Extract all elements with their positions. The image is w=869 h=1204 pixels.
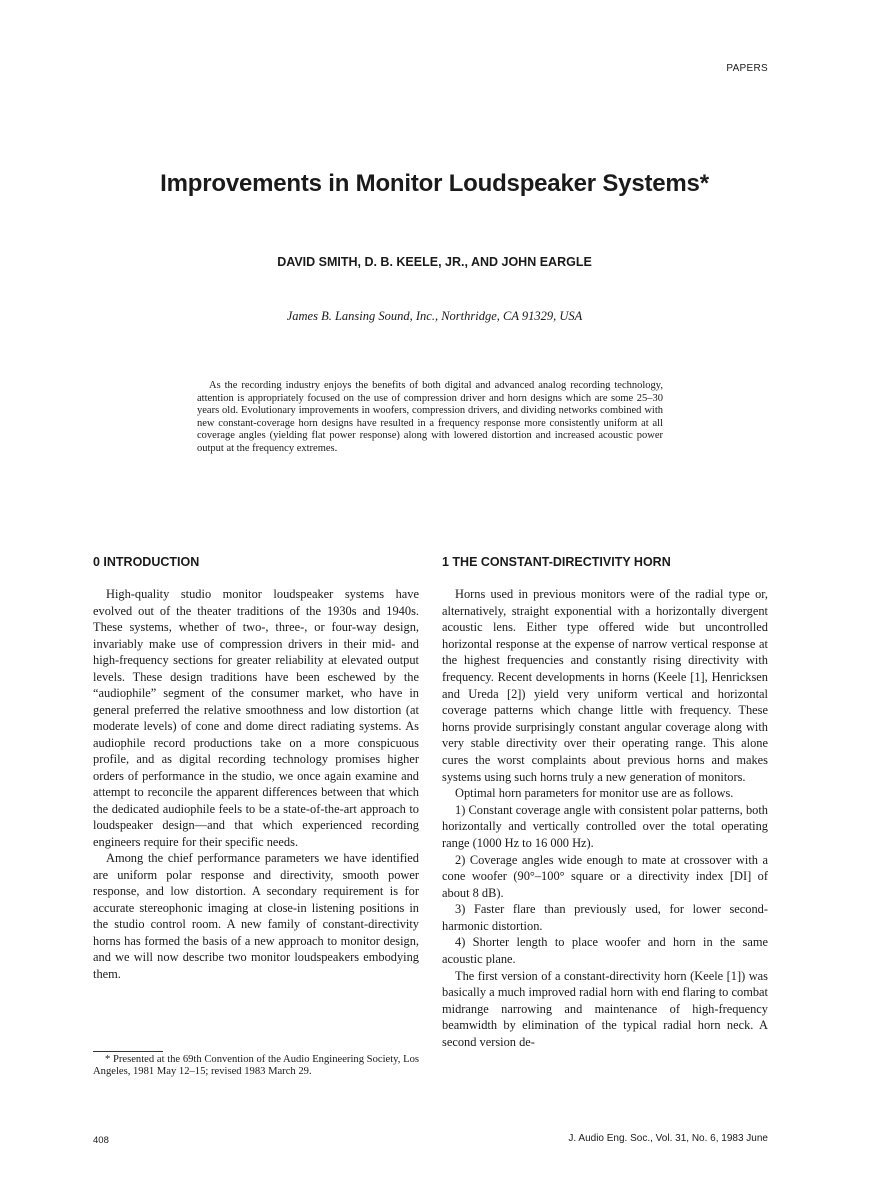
author-affiliation: James B. Lansing Sound, Inc., Northridge, CA 91329, USA xyxy=(286,309,583,323)
section-heading-horn: 1 THE CONSTANT-DIRECTIVITY HORN xyxy=(442,555,671,569)
page-number: 408 xyxy=(93,1135,109,1146)
abstract: As the recording industry enjoys the benefits of both digital and advanced analog recording technology, attention is appropriately focused on the use of compression driver and horn designs which are some 25–30 years old. Evolutionary improvements in woofers, compression drivers, and dividing networks combined with new constant-coverage horn designs have resulted in a frequency response more consistently uniform at all coverage angles (yielding flat power response) along with lowered distortion and increased acoustic power output at the frequency extremes. xyxy=(197,380,663,454)
journal-citation: J. Audio Eng. Soc., Vol. 31, No. 6, 1983 June xyxy=(568,1133,768,1144)
footnote: * Presented at the 69th Convention of the Audio Engineering Society, Los Angeles, 1981 May 12–15; revised 1983 March 29. xyxy=(93,1054,419,1078)
article-title: Improvements in Monitor Loudspeaker Systems* xyxy=(160,170,709,197)
list-item: 3) Faster flare than previously used, for lower second-harmonic distortion. xyxy=(442,902,768,933)
right-column xyxy=(442,555,768,1051)
list-item: 2) Coverage angles wide enough to mate at crossover with a cone woofer (90°–100° square or a directivity index [DI] of about 8 dB). xyxy=(442,852,768,900)
section-heading-introduction: 0 INTRODUCTION xyxy=(93,555,200,569)
body-paragraph: The first version of a constant-directivity horn (Keele [1]) was basically a much improved radial horn with end flaring to combat midrange narrowing and maintenance of high-frequency beamwidth by elimination of the typical radial horn neck. A second version de- xyxy=(442,968,768,1050)
body-paragraph: Optimal horn parameters for monitor use are as follows. xyxy=(455,786,734,801)
body-paragraph: High-quality studio monitor loudspeaker systems have evolved out of the theater traditions of the 1930s and 1940s. These systems, whether of two-, three-, or four-way design, invariably make use of compression drivers in their mid- and high-frequency sections for greater reliability at elevated output levels. These design traditions have been eschewed by the “audiophile” segment of the consumer market, who have in general preferred the relative smoothness and low distortion (at moderate levels) of cone and dome direct radiating systems. As audiophile record productions take on a more conspicuous profile, and as digital recording technology promises higher orders of performance in the studio, we once again examine and attempt to reconcile the apparent differences between that which the dedicated audiophile feels to be a state-of-the-art approach to loudspeaker design—and that which experienced recording engineers require for their specific needs. xyxy=(93,587,419,849)
left-column xyxy=(93,555,419,982)
list-item: 1) Constant coverage angle with consistent polar patterns, both horizontally and vertically controlled over the total operating range (1000 Hz to 16 000 Hz). xyxy=(442,802,768,850)
list-item: 4) Shorter length to place woofer and horn in the same acoustic plane. xyxy=(442,935,768,967)
body-paragraph: Horns used in previous monitors were of the radial type or, alternatively, straight exponential with a horizontally divergent acoustic lens. Either type offered wide but uncontrolled horizontal response at the expense of narrow vertical response at the highest frequencies and constantly rising directivity with frequency. Recent developments in horns (Keele [1], Henricksen and Ureda [2]) yield very uniform vertical and horizontal coverage patterns which change little with frequency. These horns provide surprisingly constant angular coverage along with very stable directivity over their operating range. This alone cures the worst complaints about previous horns and makes systems using such horns truly a new generation of monitors. xyxy=(442,587,768,784)
article-authors: DAVID SMITH, D. B. KEELE, JR., AND JOHN EARGLE xyxy=(277,255,592,269)
footnote-divider xyxy=(93,1051,163,1052)
body-paragraph: Among the chief performance parameters we have identified are uniform polar response and directivity, smooth power response, and low distortion. A secondary requirement is for accurate stereophonic imaging at close-in listening positions in the studio control room. A new family of constant-directivity horns has formed the basis of a new approach to monitor design, and we will now describe two monitor loudspeakers embodying them. xyxy=(93,851,419,981)
running-head-section: PAPERS xyxy=(726,63,768,74)
